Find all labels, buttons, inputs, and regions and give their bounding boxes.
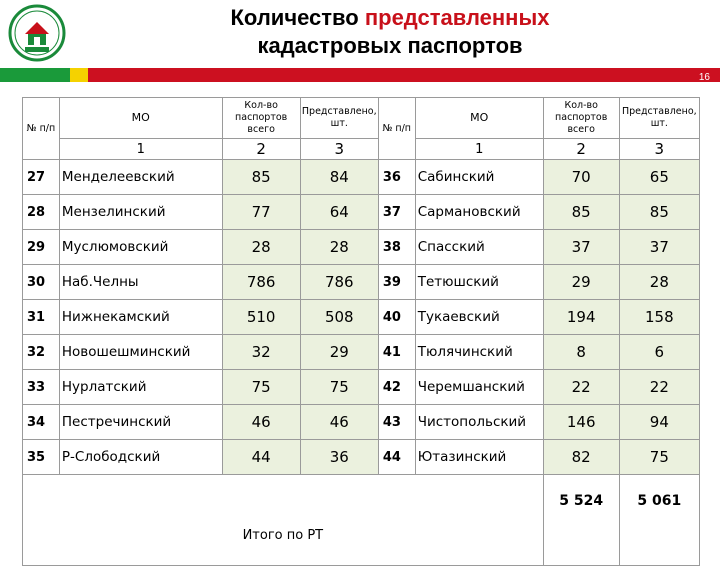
row-number: 42 (378, 370, 415, 405)
table-row (23, 265, 700, 300)
subheader-mo-2: 1 (415, 139, 543, 160)
header-submitted: Представлено, шт. (300, 98, 378, 139)
passports-total: 510 (222, 300, 300, 335)
passports-total: 8 (543, 335, 619, 370)
municipality-name: Новошешминский (59, 335, 222, 370)
row-number: 28 (23, 195, 60, 230)
row-number: 35 (23, 440, 60, 475)
table-row (23, 230, 700, 265)
passports-submitted: 36 (300, 440, 378, 475)
passports-submitted: 28 (619, 265, 699, 300)
municipality-name: Черемшанский (415, 370, 543, 405)
row-number: 33 (23, 370, 60, 405)
municipality-name: Ютазинский (415, 440, 543, 475)
passports-submitted: 6 (619, 335, 699, 370)
municipality-name: Нурлатский (59, 370, 222, 405)
passports-submitted: 84 (300, 160, 378, 195)
passports-submitted: 65 (619, 160, 699, 195)
row-number: 31 (23, 300, 60, 335)
accent-bar-red (88, 68, 720, 82)
municipality-name: Нижнекамский (59, 300, 222, 335)
passports-submitted: 29 (300, 335, 378, 370)
passports-submitted: 94 (619, 405, 699, 440)
row-number: 41 (378, 335, 415, 370)
passports-total: 75 (222, 370, 300, 405)
passports-total: 146 (543, 405, 619, 440)
header-num-2: № п/п (378, 98, 415, 160)
slide-number: 16 (698, 72, 710, 83)
row-number: 43 (378, 405, 415, 440)
subheader-submitted: 3 (300, 139, 378, 160)
table-row (23, 440, 700, 475)
title-line1: Количество (230, 5, 365, 30)
passports-submitted: 85 (619, 195, 699, 230)
passports-submitted: 28 (300, 230, 378, 265)
passports-submitted: 64 (300, 195, 378, 230)
total-row (23, 475, 700, 566)
header-row (23, 98, 700, 139)
passports-total: 194 (543, 300, 619, 335)
municipality-name: Р-Слободский (59, 440, 222, 475)
header-mo: МО (59, 98, 222, 139)
passports-total: 22 (543, 370, 619, 405)
passports-submitted: 22 (619, 370, 699, 405)
subheader-total-2: 2 (543, 139, 619, 160)
header-submitted-2: Представлено, шт. (619, 98, 699, 139)
row-number: 38 (378, 230, 415, 265)
accent-bar-green (0, 68, 70, 82)
accent-bar-yellow (70, 68, 88, 82)
passports-total: 37 (543, 230, 619, 265)
table-row (23, 370, 700, 405)
passports-submitted: 46 (300, 405, 378, 440)
title-line2: кадастровых паспортов (257, 33, 523, 58)
table-row (23, 405, 700, 440)
municipality-name: Менделеевский (59, 160, 222, 195)
passports-total: 46 (222, 405, 300, 440)
passports-total: 85 (543, 195, 619, 230)
passports-total: 32 (222, 335, 300, 370)
row-number: 32 (23, 335, 60, 370)
grand-total: 5 524 (543, 475, 619, 566)
municipality-name: Мензелинский (59, 195, 222, 230)
municipality-name: Сармановский (415, 195, 543, 230)
subheader-mo: 1 (59, 139, 222, 160)
row-number: 40 (378, 300, 415, 335)
header-total: Кол-во паспортов всего (222, 98, 300, 139)
header-num: № п/п (23, 98, 60, 160)
passports-submitted: 508 (300, 300, 378, 335)
row-number: 34 (23, 405, 60, 440)
row-number: 27 (23, 160, 60, 195)
passports-submitted: 786 (300, 265, 378, 300)
municipality-name: Спасский (415, 230, 543, 265)
emblem-logo (8, 4, 66, 62)
row-number: 37 (378, 195, 415, 230)
passports-total: 29 (543, 265, 619, 300)
municipality-name: Тюлячинский (415, 335, 543, 370)
municipality-name: Наб.Челны (59, 265, 222, 300)
grand-submitted: 5 061 (619, 475, 699, 566)
municipality-name: Пестречинский (59, 405, 222, 440)
total-label: Итого по РТ (23, 475, 544, 566)
passports-total: 70 (543, 160, 619, 195)
row-number: 36 (378, 160, 415, 195)
passports-submitted: 158 (619, 300, 699, 335)
passports-total: 82 (543, 440, 619, 475)
passports-total: 786 (222, 265, 300, 300)
passports-total: 85 (222, 160, 300, 195)
municipality-name: Сабинский (415, 160, 543, 195)
row-number: 29 (23, 230, 60, 265)
table-row (23, 160, 700, 195)
passports-total: 44 (222, 440, 300, 475)
passports-submitted: 75 (300, 370, 378, 405)
municipality-name: Тукаевский (415, 300, 543, 335)
subheader-submitted-2: 3 (619, 139, 699, 160)
passports-total: 77 (222, 195, 300, 230)
row-number: 39 (378, 265, 415, 300)
passports-total: 28 (222, 230, 300, 265)
table-row (23, 335, 700, 370)
municipality-name: Чистопольский (415, 405, 543, 440)
passport-table (22, 97, 700, 566)
municipality-name: Муслюмовский (59, 230, 222, 265)
municipality-name: Тетюшский (415, 265, 543, 300)
table-row (23, 300, 700, 335)
header-mo-2: МО (415, 98, 543, 139)
subheader-row (23, 139, 700, 160)
subheader-total: 2 (222, 139, 300, 160)
passports-submitted: 37 (619, 230, 699, 265)
row-number: 30 (23, 265, 60, 300)
title-line1-accent: представленных (364, 5, 550, 30)
row-number: 44 (378, 440, 415, 475)
header-total-2: Кол-во паспортов всего (543, 98, 619, 139)
passports-submitted: 75 (619, 440, 699, 475)
table-row (23, 195, 700, 230)
page-title (90, 4, 690, 60)
